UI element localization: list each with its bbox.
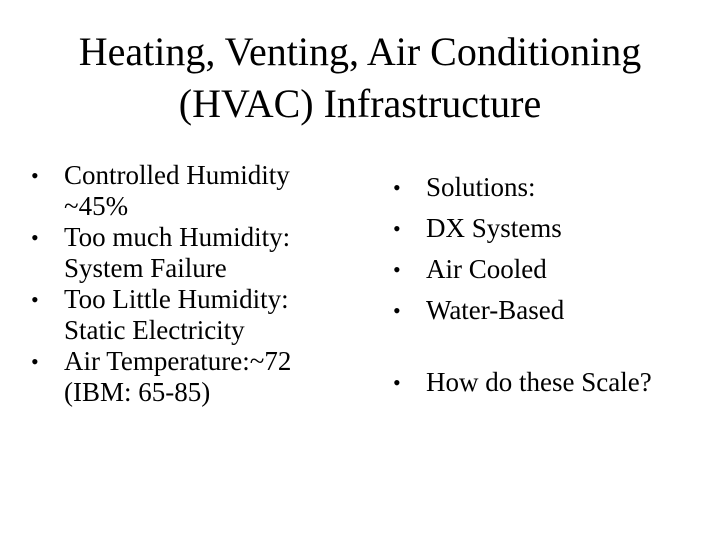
slide-title [0,26,720,130]
bullet-icon: • [393,298,401,323]
list-item-text: Too much Humidity: [64,222,291,252]
list-item-text: Solutions: [426,172,536,202]
list-item-text: Air Temperature:~72 [64,346,292,376]
list-item [29,222,359,284]
list-item [391,362,711,403]
bullet-icon: • [31,287,39,312]
list-item-text: DX Systems [426,213,562,243]
list-item [391,290,711,331]
bullet-icon: • [31,349,39,374]
left-bullet-list [29,160,359,408]
list-item [391,167,711,208]
list-item-text: Air Cooled [426,254,547,284]
bullet-icon: • [393,175,401,200]
bullet-icon: • [31,225,39,250]
list-item-text: Static Electricity [64,315,245,345]
bullet-icon: • [393,216,401,241]
list-item-text: ~45% [64,191,129,221]
list-item-text: (IBM: 65-85) [64,377,211,407]
bullet-icon: • [393,257,401,282]
list-item-text: How do these Scale? [426,367,652,397]
title-line-1: Heating, Venting, Air Conditioning [78,29,642,74]
list-item [391,208,711,249]
list-item [29,346,359,408]
list-item-text: Water-Based [426,295,565,325]
bullet-icon: • [393,370,401,395]
list-item [29,284,359,346]
list-item-text: Too Little Humidity: [64,284,289,314]
list-item-text: Controlled Humidity [64,160,290,190]
title-line-2: (HVAC) Infrastructure [178,81,542,126]
list-item-text: System Failure [64,253,227,283]
bullet-icon: • [31,163,39,188]
right-bullet-list [391,167,711,403]
list-item [391,249,711,290]
list-item [29,160,359,222]
